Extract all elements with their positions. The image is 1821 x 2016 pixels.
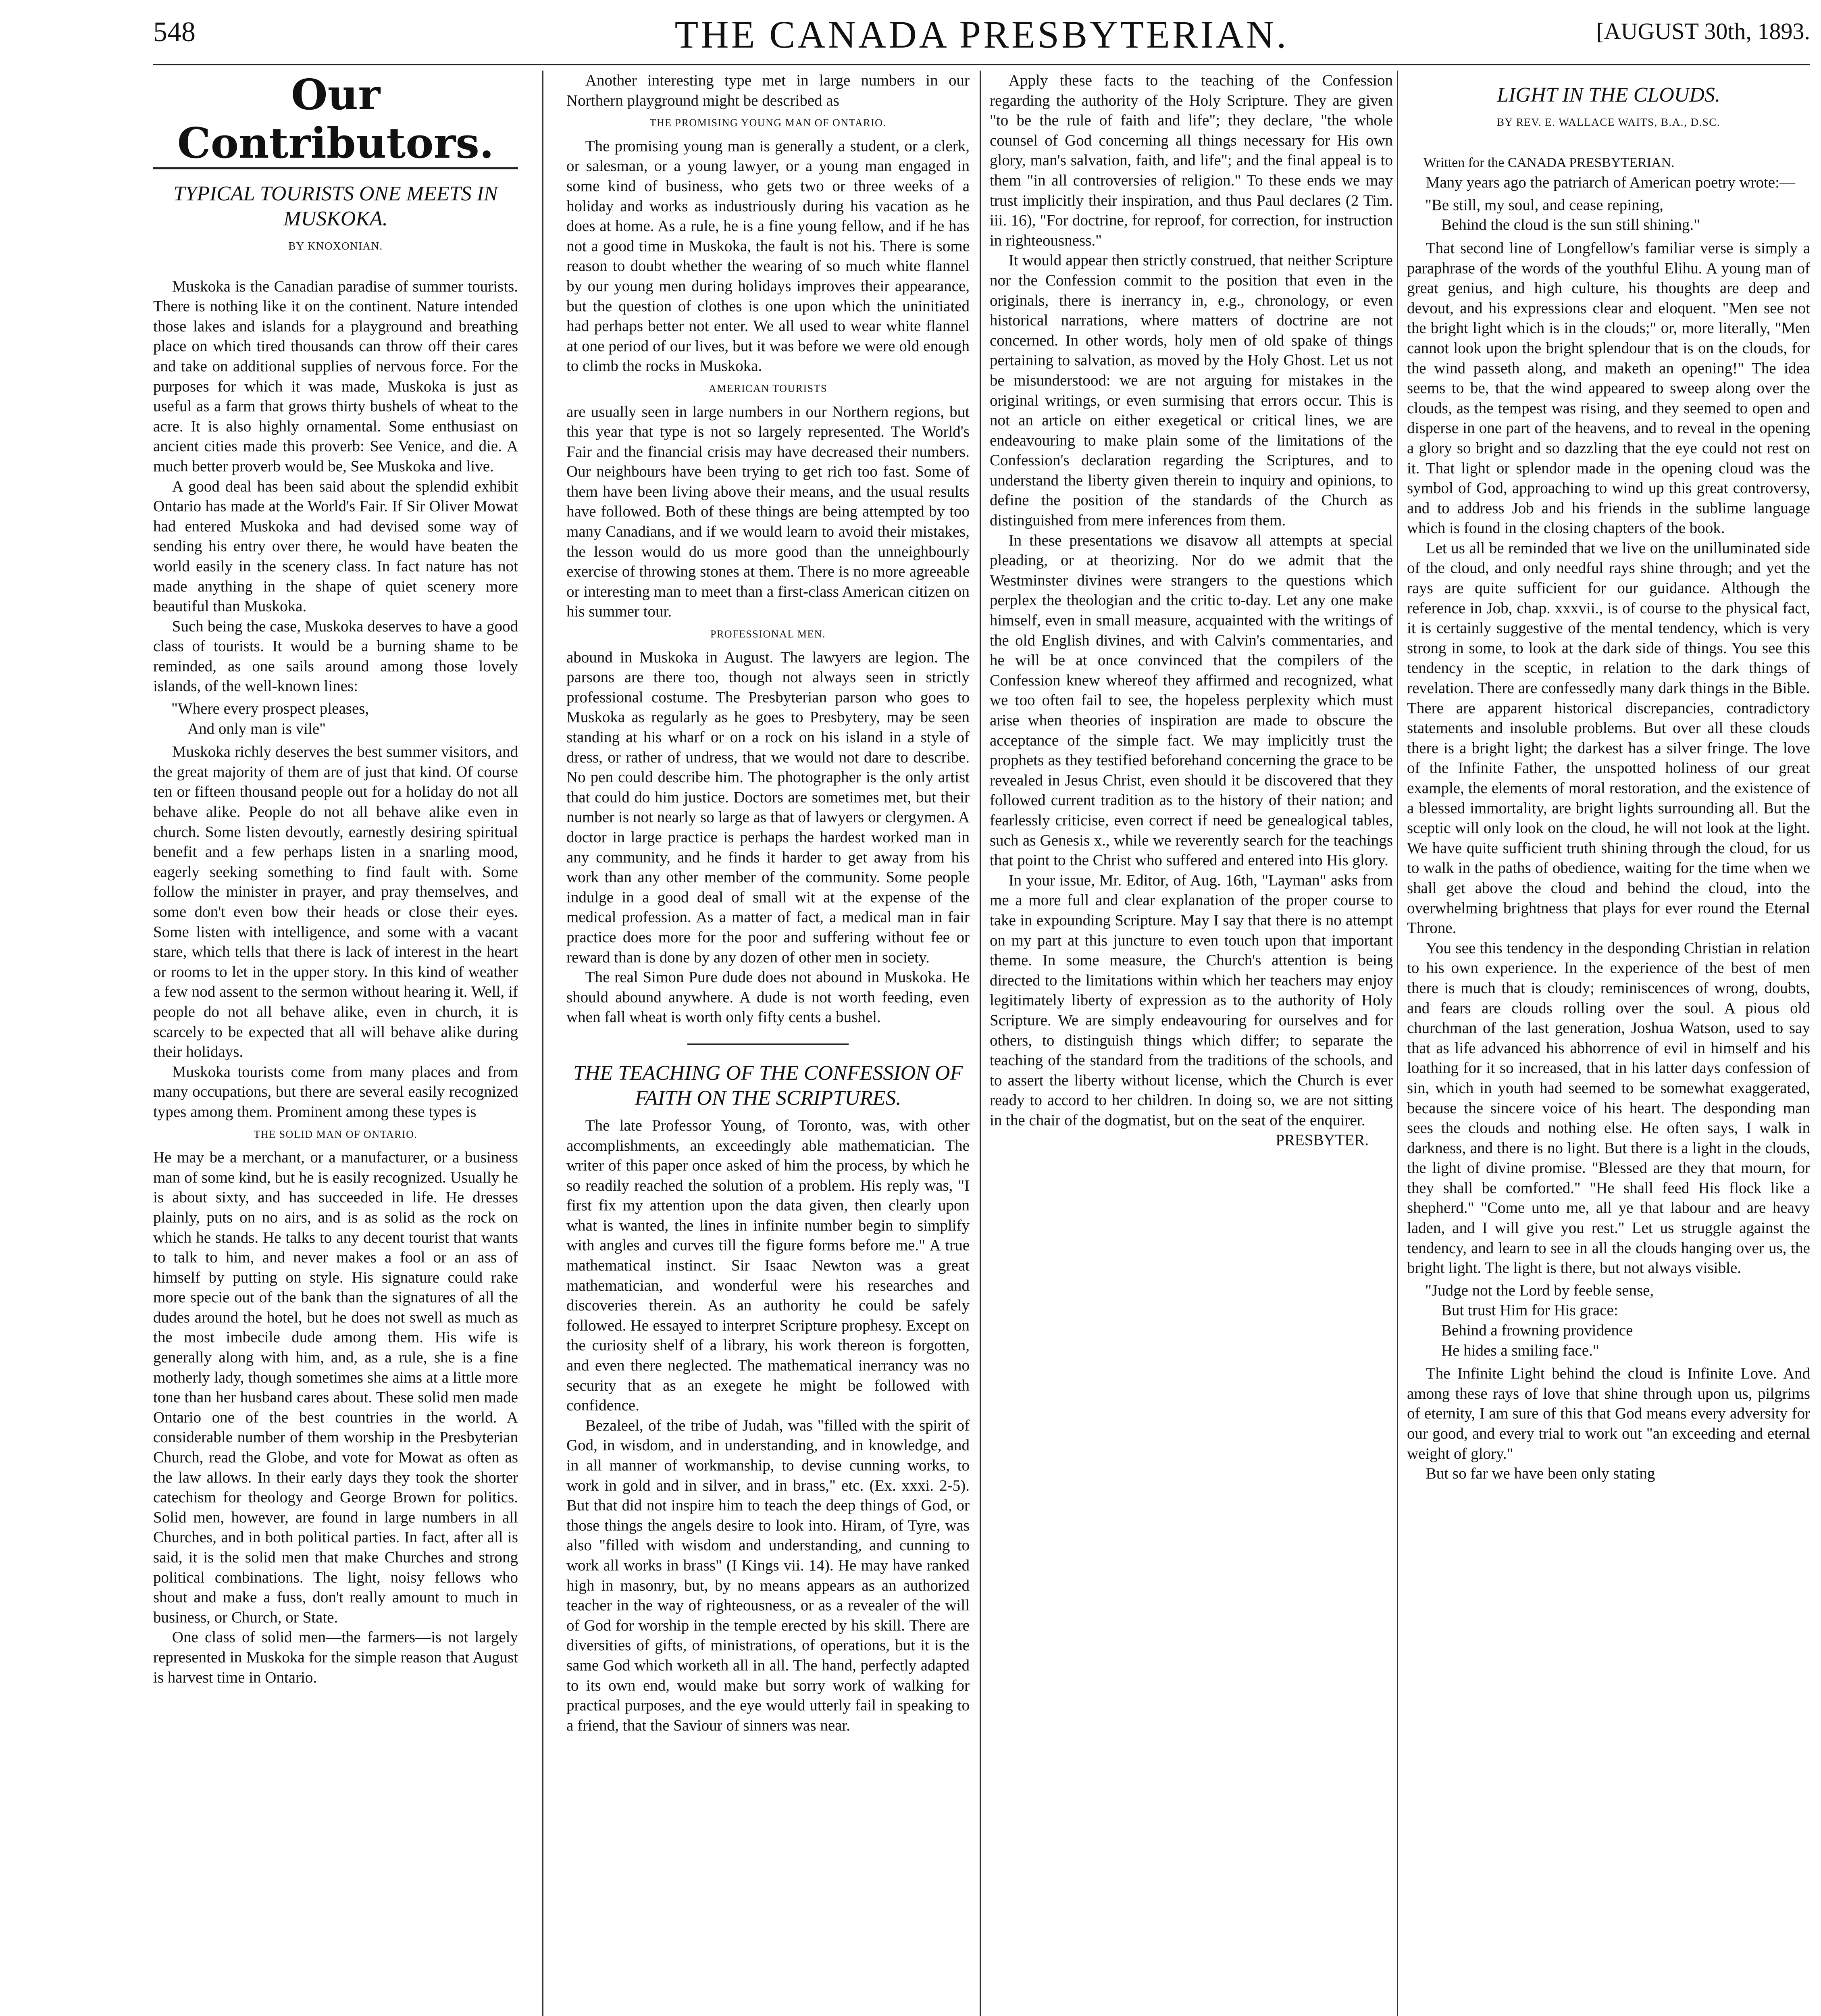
paragraph: Let us all be reminded that we live on the unilluminated side of the cloud, and only needful rays shine through; and yet the rays are quite sufficient for our guidance. Although the reference in Job, chap. xxxvii., is of course to the physical fact, it is certainly suggestive of the mental tendency, which is very strong in some, to look at the dark side of things. You see this tendency in the sceptic, in relation to the dark things of revelation. There are confessedly many dark things in the Bible. There are apparent historical discrepancies, contradictory statements and insoluble problems. But over all these clouds there is a bright light; the darkest has a silver fringe. The love of the Infinite Father, the unspotted holiness of our great example, the elements of moral restoration, and the existence of a blessed immortality, are bright lights surrounding all. But the sceptic will only look on the cloud, he will not look at the light. We have quite sufficient truth shining through the cloud, for us to walk in the paths of obedience, waiting for the time when we shall get above the cloud and behind the cloud, into the overwhelming brightness that plays for ever round the Eternal Throne. xyxy=(1407,539,1810,937)
paragraph: In these presentations we disavow all attempts at special pleading, or at theorizing. Nor do we admit that the Westminster divines were strangers to the questions which perplex the theologian and the critic to-day. Let any one make himself, even in small measure, acquainted with the writings of the old English divines, and with Calvin's commentaries, and he will be at once convinced that the compilers of the Confession knew whereof they affirmed and recognized, what we too often fail to see, the hopeless perplexity which must arise when theories of inspiration are made to obscure the acceptance of the simple fact. We may implicitly trust the prophets as they testified beforehand concerning the grace to be revealed in Jesus Christ, even should it be discovered that they followed current tradition as to the history of their nation; and fearlessly criticise, even correct if need be genealogical tables, such as Genesis x., while we reverently search for the teachings that point to the Christ who suffered and entered into His glory. xyxy=(990,531,1393,869)
paragraph: Another interesting type met in large numbers in our Northern playground might be described as xyxy=(566,72,970,109)
subhead: AMERICAN TOURISTS xyxy=(709,382,827,394)
paragraph: Bezaleel, of the tribe of Judah, was "filled with the spirit of God, in wisdom, and in understanding, and in knowledge, and in all manner of workmanship, to devise cunning works, to work in gold and in silver, and in brass," etc. (Ex. xxxi. 2-5). But that did not inspire him to teach the deep things of God, or those things the angels desire to look into. Hiram, of Tyre, was also "filled with wisdom and understanding, and cunning to work all works in brass" (I Kings vii. 14). He may have ranked high in masonry, but, by no means appears as an authorized teacher in the way of righteousness, or as a revealer of the will of God for worship in the temple erected by his skill. There are diversities of gifts, of ministrations, of operations, but it is the same God which worketh all in all. The hand, perfectly adapted to its own end, would make but sorry work of walking for practical purposes, and the eye would utterly fail in speaking to a friend, that the Saviour of sinners was near. xyxy=(566,1416,970,1734)
verse-line: "Be still, my soul, and cease repining, xyxy=(1425,196,1664,214)
column-divider xyxy=(1397,71,1398,2016)
byline-light: BY REV. E. WALLACE WAITS, B.A., D.SC. xyxy=(1496,116,1721,128)
verse-line: But trust Him for His grace: xyxy=(1441,1302,1618,1319)
verse-line: "Judge not the Lord by feeble sense, xyxy=(1425,1281,1654,1299)
source-note: Written for the CANADA PRESBYTERIAN. xyxy=(1423,155,1675,170)
paragraph: The real Simon Pure dude does not abound in Muskoka. He should abound anywhere. A dude is not worth feeding, even when fall wheat is worth only fifty cents a bushel. xyxy=(566,968,970,1026)
subhead: THE PROMISING YOUNG MAN OF ONTARIO. xyxy=(649,117,887,129)
paragraph: Apply these facts to the teaching of the Confession regarding the authority of the Holy Scripture. They are given "to be the rule of faith and life"; they declare, "the whole counsel of God concerning all things necessary for His own glory, man's salvation, faith, and life"; and the final appeal is to them "in all controversies of religion." To these ends we may trust implicitly their inspiration, and thus Paul declares (2 Tim. iii. 16), "For doctrine, for reproof, for correction, for instruction in righteousness." xyxy=(990,72,1393,249)
subhead: PROFESSIONAL MEN. xyxy=(710,628,826,640)
page-number: 548 xyxy=(153,17,196,48)
paragraph: Such being the case, Muskoka deserves to have a good class of tourists. It would be a burning shame to be reminded, as one sails around among those lovely islands, of the well-known lines: xyxy=(153,617,518,695)
paragraph: abound in Muskoka in August. The lawyers are legion. The parsons are there too, though not always seen in strictly professional costume. The Presbyterian parson who goes to Muskoka as regularly as he goes to Presbytery, may be seen standing at his wharf or on a rock on his island in a style of dress, or rather of undress, that we would not dare to describe. No pen could describe him. The photographer is the only artist that could do him justice. Doctors are sometimes met, but their number is not nearly so large as that of lawyers or clergymen. A doctor in large practice is perhaps the hardest worked man in any community, and he finds it harder to get away from his work than any other member of the community. Some people indulge in a good deal of small wit at the expense of the medical profession. As a matter of fact, a medical man in fair practice does more for the poor and suffering without fee or reward than is done by any dozen of other men in society. xyxy=(566,648,970,966)
paragraph: Many years ago the patriarch of American poetry wrote:— xyxy=(1426,174,1795,192)
paragraph: You see this tendency in the desponding Christian in relation to his own experience. In the experience of the best of men there is much that is cloudy; reminiscences of wrong, doubts, and fears are clouds rolling over the soul. A pious old churchman of the last generation, Joshua Watson, used to say that as life advanced his abhorrence of evil in himself and his loathing for it so increased, that in his latter days confession of sin, which in youth had seemed to be somewhat exaggerated, because the sincere voice of his heart. The desponding man sees the clouds and nothing else. He often says, I walk in darkness, and there is no light. But there is a light in the clouds, the light of divine promise. "Blessed are they that mourn, for they shall be comforted." "He shall feed His flock like a shepherd." "Come unto me, all ye that labour and are heavy laden, and I will give you rest." Let us struggle against the tendency, and learn to see in all the clouds hanging over us, the bright light. The light is there, but not always visible. xyxy=(1407,939,1810,1277)
verse-quote xyxy=(1425,1281,1810,1360)
column-3 xyxy=(990,71,1393,2016)
verse-line: "Where every prospect pleases, xyxy=(171,700,369,718)
article-title-confession: THE TEACHING OF THE CONFESSION OF FAITH ON THE SCRIPTURES. xyxy=(573,1061,963,1110)
column-1 xyxy=(153,71,518,2016)
paragraph: But so far we have been only stating xyxy=(1426,1465,1655,1483)
paragraph: One class of solid men—the farmers—is not largely represented in Muskoka for the simple reason that August is harvest time in Ontario. xyxy=(153,1629,518,1686)
byline-tourists: BY KNOXONIAN. xyxy=(288,240,383,252)
column-4 xyxy=(1407,71,1810,2016)
paragraph: Muskoka is the Canadian paradise of summer tourists. There is nothing like it on the continent. Nature intended those lakes and islands for a playground and breathing place on which tired thousands can throw off their cares and take on additional supplies of nervous force. For the purposes for which it was made, Muskoka is just as useful as a farm that grows thirty bushels of wheat to the acre. It is also highly ornamental. Some enthusiast on ancient cities made this proverb: See Venice, and die. A much better proverb would be, See Muskoka and live. xyxy=(153,277,518,475)
column-divider xyxy=(980,71,981,2016)
verse-line: Behind the cloud is the sun still shining." xyxy=(1441,216,1700,234)
paragraph: The Infinite Light behind the cloud is Infinite Love. And among these rays of love that shine through upon us, pilgrims of eternity, I am sure of this that God means every adversity for our good, and every trial to work out "an exceeding and eternal weight of glory." xyxy=(1407,1365,1810,1462)
paragraph: The promising young man is generally a student, or a clerk, or salesman, or a young lawyer, or a young man engaged in some kind of business, who gets two or three weeks of a holiday and works as industriously during his vacation as he does at home. As a rule, he is a fine young fellow, and if he has not a good time in Muskoka, the fault is not his. There is some reason to doubt whether the wearing of so much white flannel by our young men during holidays improves their appearance, but the question of clothes is one upon which the uninitiated had perhaps better not enter. We all used to wear white flannel at one period of our lives, but it was before we were old enough to climb the rocks in Muskoka. xyxy=(566,137,970,375)
verse-quote xyxy=(171,699,518,739)
verse-line: Behind a frowning providence xyxy=(1441,1322,1633,1339)
paragraph: It would appear then strictly construed, that neither Scripture nor the Confession commit to the position that even in the originals, there is inerrancy in, e.g., chronology, or even historical narrations, where matters of doctrine are not concerned. In other words, holy men of old spake of things pertaining to salvation, as moved by the Holy Ghost. Let us not be misunderstood: we are not arguing for mistakes in the original writings, or even surmising that errors occur. This is not an article on either exegetical or critical lines, we are endeavouring to make plain some of the limitations of the Confession's declaration regarding the Scriptures, and to understand the liberty given therein to inquiry and opinions, to define the position of the standards of the Church as distinguished from mere inferences from them. xyxy=(990,252,1393,529)
article-divider xyxy=(687,1043,849,1045)
verse-quote xyxy=(1425,195,1810,235)
column-divider xyxy=(542,71,543,2016)
article-title-light: LIGHT IN THE CLOUDS. xyxy=(1497,83,1720,106)
paragraph: are usually seen in large numbers in our Northern regions, but this year that type is not so largely represented. The World's Fair and the financial crisis may have decreased their numbers. Our neighbours have been trying to get rich too fast. Some of them have been living above their means, and the usual results have followed. Both of these things are being attempted by too many Canadians, and if we would learn to avoid their mistakes, the lesson would do us more good than the unneighbourly exercise of throwing stones at them. There is no more agreeable or interesting man to meet than a first-class American citizen on his summer tour. xyxy=(566,403,970,621)
paragraph: A good deal has been said about the splendid exhibit Ontario has made at the World's Fair. If Sir Oliver Mowat had entered Muskoka and had devised some way of sending his entry over there, he would have beaten the world easily in the scenery class. In fact nature has not made anything in the shape of quiet scenery more beautiful than Muskoka. xyxy=(153,477,518,615)
paragraph: That second line of Longfellow's familiar verse is simply a paraphrase of the words of the youthful Elihu. A young man of great genius, and high culture, his thoughts are deep and devout, and his expressions clear and eloquent. "Men see not the bright light which is in the clouds;" or, more literally, "Men cannot look upon the bright splendour that is on the clouds, for the wind passeth along, and maketh an opening!" The idea seems to be, that the wind appeared to sweep along over the clouds, as the tempest was rising, and they seemed to open and disperse in one part of the heavens, and to reveal in the opening a glory so bright and so dazzling that the eye could not rest on it. That light or splendor made in the opening cloud was the symbol of God, approaching to wind up this great controversy, and to address Job and his friends in the sublime language which is found in the closing chapters of the book. xyxy=(1407,239,1810,537)
column-2 xyxy=(566,71,970,2016)
paragraph: The late Professor Young, of Toronto, was, with other accomplishments, an exceedingly able mathematician. The writer of this paper once asked of him the process, by which he so readily reached the solution of a problem. His reply was, "I first fix my attention upon the data given, then clearly upon what is wanted, the lines in infinite number begin to simplify with angles and curves till the figure forms before me." A true mathematical instinct. Sir Isaac Newton was a great mathematician, and wonderful were his researches and discoveries therein. As an authority he could be safely followed. He essayed to interpret Scripture prophesy. Except on the curiosity shelf of a library, his work thereon is forgotten, and even there neglected. The mathematical inerrancy was no security that as an exegete he might be followed with confidence. xyxy=(566,1116,970,1414)
paragraph: Muskoka tourists come from many places and from many occupations, but there are several easily recognized types among them. Prominent among these types is xyxy=(153,1063,518,1120)
paragraph: He may be a merchant, or a manufacturer, or a business man of some kind, but he is easily recognized. Usually he is about sixty, and has succeeded in life. He dresses plainly, puts on no airs, and is as solid as the rock on which he stands. He talks to any decent tourist that wants to talk to him, and never makes a fool or an ass of himself by putting on style. His signature could rake more specie out of the bank than the signatures of all the dudes around the hotel, but he does not swell as much as the most imbecile dude among them. His wife is generally along with him, and, as a rule, she is a fine motherly lady, though sometimes she aims at a little more tone than her husband cares about. These solid men made Ontario one of the best countries in the world. A considerable number of them worship in the Presbyterian Church, read the Globe, and vote for Mowat as often as the law allows. In their early days they took the shorter catechism for theology and George Brown for politics. Solid men, however, are found in large numbers in all Churches, and in both political parties. In fact, after all is said, it is the solid men that make Churches and strong political combinations. The light, noisy fellows who shout and make a fuss, don't really amount to much in business, or Church, or State. xyxy=(153,1149,518,1626)
masthead-rule xyxy=(153,64,1810,65)
article-title-tourists: TYPICAL TOURISTS ONE MEETS IN MUSKOKA. xyxy=(173,182,498,230)
section-header: Our Contributors. xyxy=(153,71,518,169)
verse-line: He hides a smiling face." xyxy=(1441,1341,1599,1359)
masthead xyxy=(153,12,1810,60)
verse-line: And only man is vile" xyxy=(187,720,326,737)
paper-title: THE CANADA PRESBYTERIAN. xyxy=(674,13,1289,56)
signature: PRESBYTER. xyxy=(1276,1131,1369,1149)
paragraph: Muskoka richly deserves the best summer visitors, and the great majority of them are of just that kind. Of course ten or fifteen thousand people out for a holiday do not all behave alike. People do not all behave alike even in church. Some listen devoutly, earnestly desiring spiritual benefit and a few perhaps listen in a snarling mood, eagerly seeking something to find fault with. Some follow the minister in prayer, and pray themselves, and some don't even bow their heads or close their eyes. Some listen with intelligence, and some with a vacant stare, which tells that there is lack of interest in the heart or rooms to let in the upper story. In this kind of weather a few nod assent to the sermon without hearing it. Well, if people do not all behave alike, even in church, it is scarcely to be expected that all will behave alike during their holidays. xyxy=(153,743,518,1061)
paragraph: In your issue, Mr. Editor, of Aug. 16th, "Layman" asks from me a more full and clear explanation of the proper course to take in expounding Scripture. May I say that there is no attempt on my part at this juncture to even touch upon that important theme. In some measure, the Church's attention is being directed to the limitations within which her teachers may enjoy legitimately liberty of expression as to the authority of Holy Scripture. We are simply endeavouring for ourselves and for others, to distinguish things which differ; to separate the teaching of the standard from the traditions of the schools, and to assert the liberty without license, which the Church is ever ready to accord to her children. In doing so, we are not sitting in the chair of the dogmatist, but on the seat of the enquirer. xyxy=(990,871,1393,1129)
issue-date: [AUGUST 30th, 1893. xyxy=(1596,18,1810,44)
subhead: THE SOLID MAN OF ONTARIO. xyxy=(254,1128,418,1140)
